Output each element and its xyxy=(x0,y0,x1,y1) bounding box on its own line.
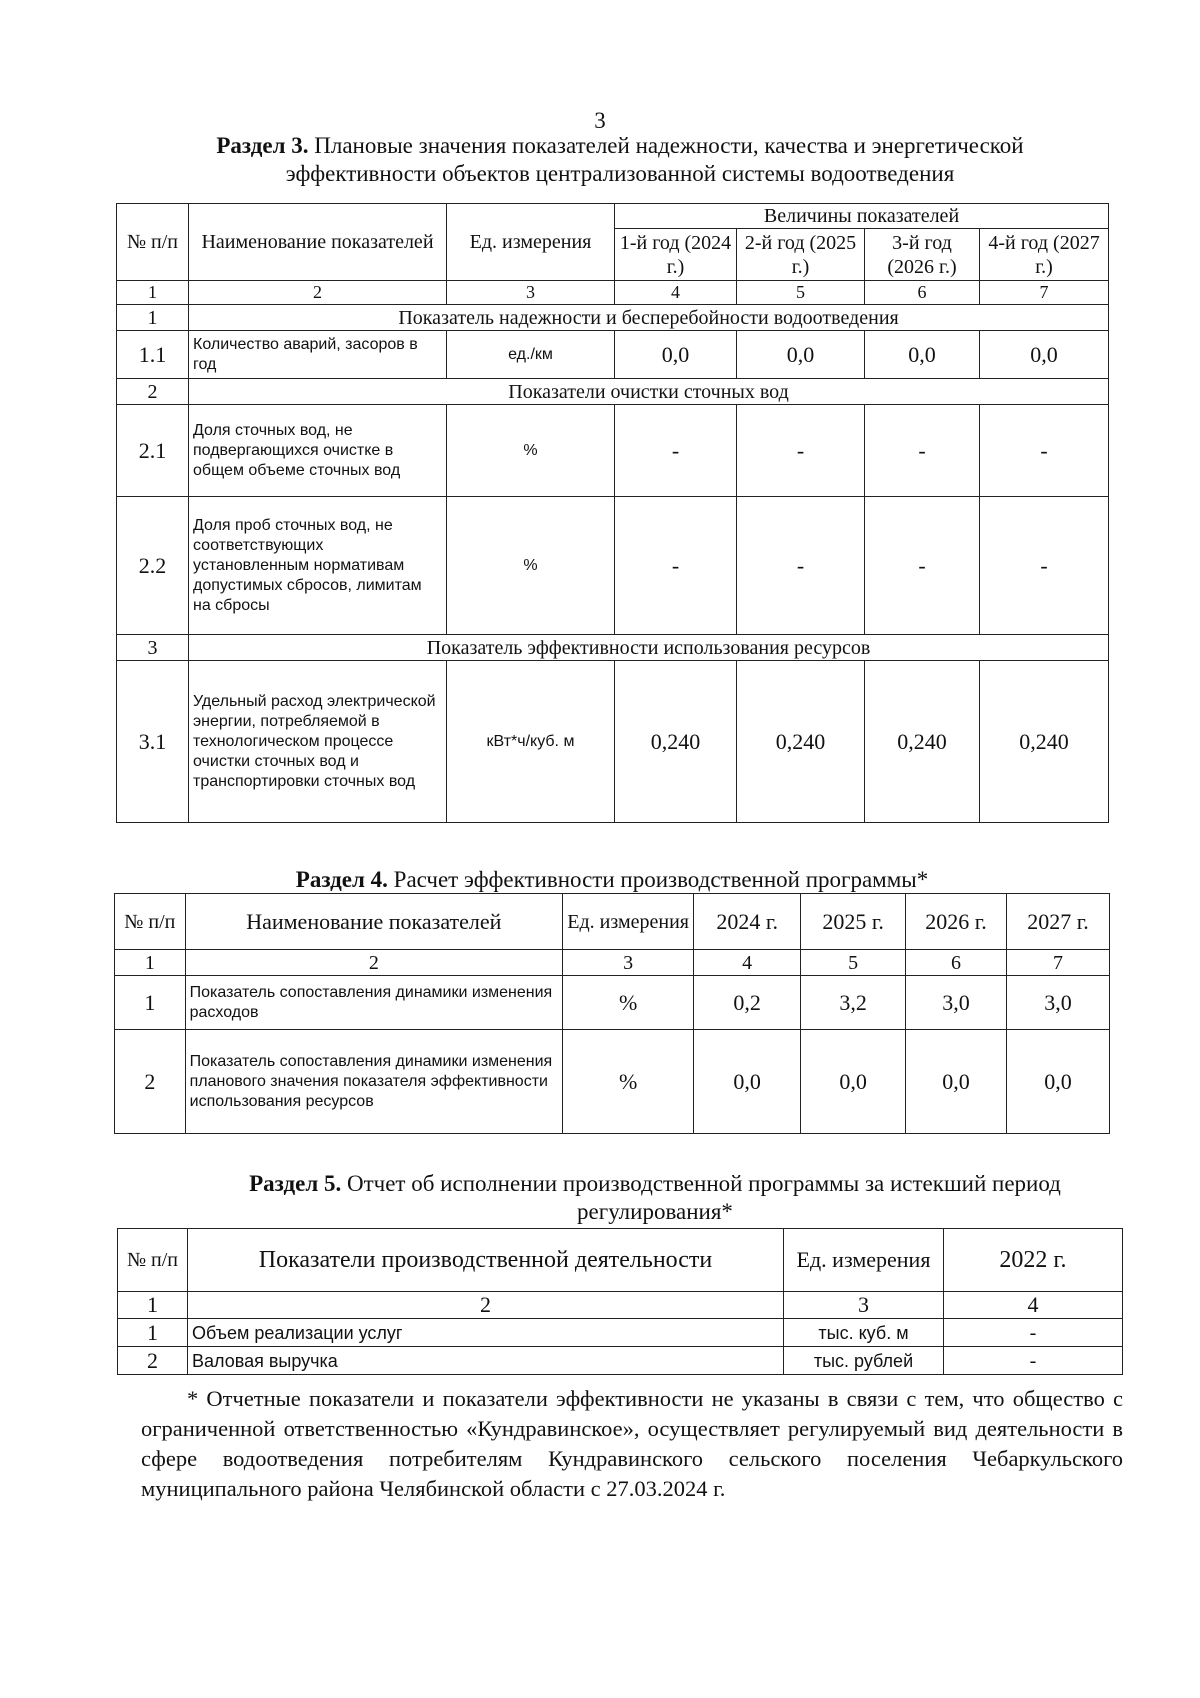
column-number: 2 xyxy=(188,1292,784,1319)
footnote-text: * Отчетные показатели и показатели эффективности не указаны в связи с тем, что общество с ограниченной ответственностью «Кундравинское», осуществляет регулируемый вид деятельности в сфере водоотведения потребителям Кундравинского сельского поселения Чебаркульского муниципального района Челябинской области с 27.03.2024 г. xyxy=(141,1386,1123,1501)
row-value: 0,240 xyxy=(737,661,865,823)
row-value: 0,0 xyxy=(1007,1030,1110,1134)
column-number: 5 xyxy=(737,281,865,305)
section5-title xyxy=(190,1170,1120,1226)
column-number: 5 xyxy=(801,950,906,976)
page-number: 3 xyxy=(594,108,606,133)
row-value: 3,0 xyxy=(1007,976,1110,1030)
row-unit: ед./км xyxy=(447,331,615,379)
section4-title xyxy=(116,866,1108,894)
column-number: 4 xyxy=(694,950,801,976)
header-year: 2025 г. xyxy=(801,894,906,950)
row-value: 0,240 xyxy=(615,661,737,823)
column-number: 3 xyxy=(563,950,694,976)
table-row xyxy=(118,1319,1123,1347)
row-name: Количество аварий, засоров в год xyxy=(189,331,447,379)
footnote xyxy=(141,1384,1123,1504)
row-value: - xyxy=(980,405,1109,497)
row-value: - xyxy=(865,405,980,497)
row-value: 0,0 xyxy=(980,331,1109,379)
row-unit: % xyxy=(563,976,694,1030)
table-row xyxy=(117,497,1109,635)
row-value: - xyxy=(737,405,865,497)
row-name: Доля сточных вод, не подвергающихся очистке в общем объеме сточных вод xyxy=(189,405,447,497)
group-num: 1 xyxy=(117,305,189,331)
group-title: Показатель надежности и бесперебойности водоотведения xyxy=(189,305,1109,331)
table-row xyxy=(117,405,1109,497)
section5-table xyxy=(117,1228,1123,1375)
section3-title xyxy=(140,132,1100,188)
section3-table xyxy=(116,203,1109,823)
header-unit: Ед. измерения xyxy=(447,204,615,281)
column-number: 4 xyxy=(944,1292,1123,1319)
row-value: 0,0 xyxy=(615,331,737,379)
header-name: Наименование показателей xyxy=(185,894,562,950)
section4-table xyxy=(114,893,1110,1134)
row-value: - xyxy=(615,497,737,635)
group-row xyxy=(117,379,1109,405)
row-num: 2 xyxy=(115,1030,186,1134)
section5-title-text: Отчет об исполнении производственной программы за истекший период регулирования* xyxy=(341,1171,1061,1224)
header-year: 2026 г. xyxy=(906,894,1007,950)
section5-title-bold: Раздел 5. xyxy=(249,1171,342,1196)
column-number: 7 xyxy=(980,281,1109,305)
row-value: 3,0 xyxy=(906,976,1007,1030)
row-value: - xyxy=(865,497,980,635)
table-row xyxy=(117,661,1109,823)
row-name: Удельный расход электрической энергии, потребляемой в технологическом процессе очистки сточных вод и транспортировки сточных вод xyxy=(189,661,447,823)
section4-title-bold: Раздел 4. xyxy=(295,867,388,892)
row-num: 2.1 xyxy=(117,405,189,497)
row-num: 2.2 xyxy=(117,497,189,635)
column-number: 1 xyxy=(118,1292,188,1319)
row-value: 0,0 xyxy=(694,1030,801,1134)
group-row xyxy=(117,305,1109,331)
row-value: 0,0 xyxy=(865,331,980,379)
row-name: Валовая выручка xyxy=(188,1347,784,1375)
column-number: 1 xyxy=(115,950,186,976)
header-name: Наименование показателей xyxy=(189,204,447,281)
row-value: 0,0 xyxy=(906,1030,1007,1134)
group-row xyxy=(117,635,1109,661)
row-num: 2 xyxy=(118,1347,188,1375)
table-row xyxy=(117,331,1109,379)
column-number: 6 xyxy=(906,950,1007,976)
row-unit: тыс. куб. м xyxy=(784,1319,944,1347)
header-year: 2022 г. xyxy=(944,1229,1123,1292)
column-number: 4 xyxy=(615,281,737,305)
header-year: 2024 г. xyxy=(694,894,801,950)
group-num: 2 xyxy=(117,379,189,405)
header-values-group: Величины показателей xyxy=(615,204,1109,229)
column-number: 2 xyxy=(185,950,562,976)
header-year: 2027 г. xyxy=(1007,894,1110,950)
header-num: № п/п xyxy=(118,1229,188,1292)
section4-title-text: Расчет эффективности производственной программы* xyxy=(387,867,929,892)
table-row xyxy=(115,1030,1110,1134)
column-number: 2 xyxy=(189,281,447,305)
row-num: 3.1 xyxy=(117,661,189,823)
header-num: № п/п xyxy=(117,204,189,281)
row-num: 1.1 xyxy=(117,331,189,379)
header-year: 2-й год (2025 г.) xyxy=(737,229,865,281)
group-title: Показатели очистки сточных вод xyxy=(189,379,1109,405)
column-number: 1 xyxy=(117,281,189,305)
row-value: 0,0 xyxy=(801,1030,906,1134)
column-number: 3 xyxy=(447,281,615,305)
table-row xyxy=(115,976,1110,1030)
section3-title-bold: Раздел 3. xyxy=(216,133,309,158)
row-value: 3,2 xyxy=(801,976,906,1030)
row-value: - xyxy=(944,1319,1123,1347)
row-name: Показатель сопоставления динамики изменения расходов xyxy=(185,976,562,1030)
header-unit: Ед. измерения xyxy=(784,1229,944,1292)
row-unit: % xyxy=(447,405,615,497)
row-value: - xyxy=(615,405,737,497)
header-year: 4-й год (2027 г.) xyxy=(980,229,1109,281)
row-value: - xyxy=(980,497,1109,635)
header-unit: Ед. измерения xyxy=(563,894,694,950)
row-num: 1 xyxy=(118,1319,188,1347)
header-year: 1-й год (2024 г.) xyxy=(615,229,737,281)
row-name: Доля проб сточных вод, не соответствующих установленным нормативам допустимых сбросов, лимитам на сбросы xyxy=(189,497,447,635)
row-value: - xyxy=(944,1347,1123,1375)
group-title: Показатель эффективности использования ресурсов xyxy=(189,635,1109,661)
header-year: 3-й год (2026 г.) xyxy=(865,229,980,281)
row-value: - xyxy=(737,497,865,635)
column-number: 3 xyxy=(784,1292,944,1319)
section3-title-text: Плановые значения показателей надежности, качества и энергетической эффективности объектов централизованной системы водоотведения xyxy=(285,133,1024,186)
row-value: 0,240 xyxy=(980,661,1109,823)
header-name: Показатели производственной деятельности xyxy=(188,1229,784,1292)
row-num: 1 xyxy=(115,976,186,1030)
row-unit: кВт*ч/куб. м xyxy=(447,661,615,823)
column-number: 6 xyxy=(865,281,980,305)
header-num: № п/п xyxy=(115,894,186,950)
column-number: 7 xyxy=(1007,950,1110,976)
row-value: 0,2 xyxy=(694,976,801,1030)
group-num: 3 xyxy=(117,635,189,661)
row-name: Показатель сопоставления динамики изменения планового значения показателя эффективности использования ресурсов xyxy=(185,1030,562,1134)
row-unit: % xyxy=(447,497,615,635)
row-value: 0,240 xyxy=(865,661,980,823)
row-unit: тыс. рублей xyxy=(784,1347,944,1375)
table-row xyxy=(118,1347,1123,1375)
row-value: 0,0 xyxy=(737,331,865,379)
row-name: Объем реализации услуг xyxy=(188,1319,784,1347)
row-unit: % xyxy=(563,1030,694,1134)
